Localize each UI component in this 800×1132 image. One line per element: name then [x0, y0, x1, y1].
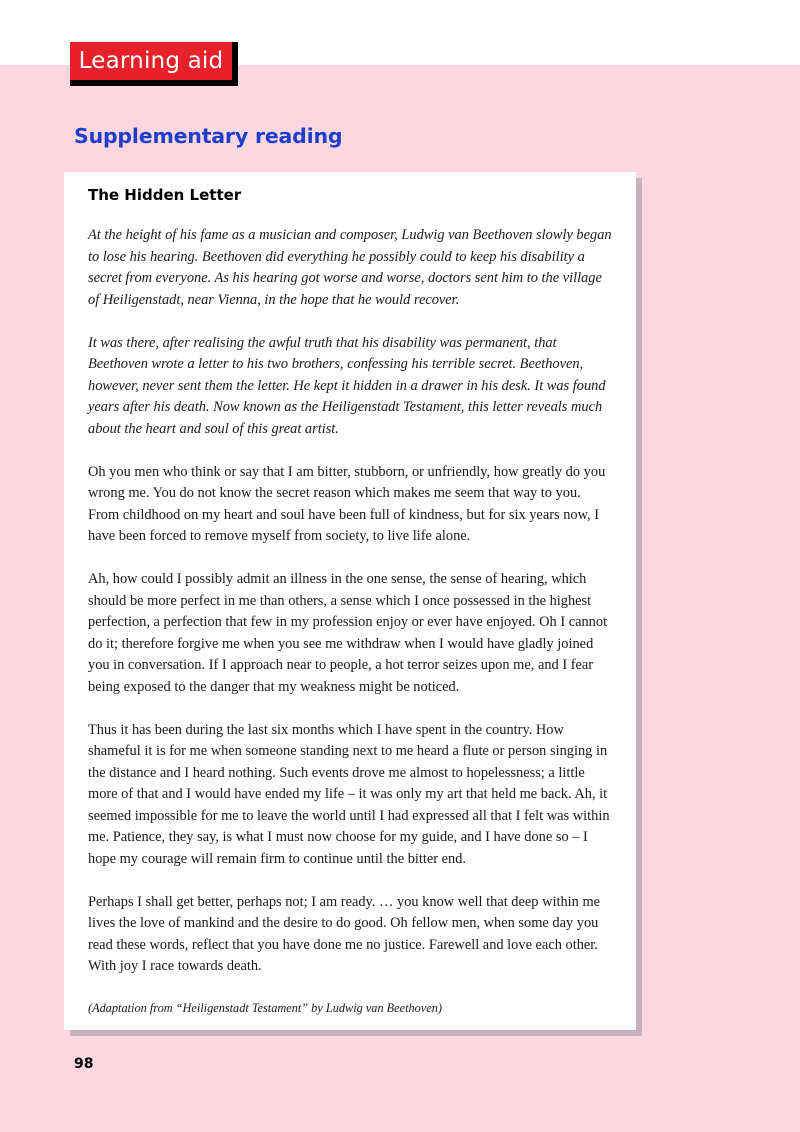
- section-title: Supplementary reading: [74, 124, 343, 148]
- reading-card: [64, 172, 636, 1030]
- learning-aid-tag: [70, 42, 238, 86]
- source-citation: (Adaptation from “Heiligenstadt Testament” by Ludwig van Beethoven): [88, 1001, 442, 1015]
- letter-paragraph: Oh you men who think or say that I am bitter, stubborn, or unfriendly, how greatly do you wrong me. You do not know the secret reason which makes me seem that way to you. From childhood on my heart and soul have been full of kindness, but for six years now, I have been forced to remove myself from society, to live life alone.: [88, 463, 606, 544]
- letter-paragraph: Perhaps I shall get better, perhaps not; I am ready. … you know well that deep within me lives the love of mankind and the desire to do good. Oh fellow men, when some day you read these words, reflect that you have done me no justice. Farewell and love each other. With joy I race towards death.: [88, 893, 601, 974]
- letter-paragraph: Thus it has been during the last six months which I have spent in the country. How shameful it is for me when someone standing next to me heard a flute or person singing in the distance and I heard nothing. Such events drove me almost to hopelessness; a little more of that and I would have ended my life – it was only my art that held me back. Ah, it seemed impossible for me to leave the world until I had expressed all that I felt was within me. Patience, they say, is what I must now choose for my guide, and I have done so – I hope my courage will remain firm to continue until the bitter end.: [88, 721, 610, 867]
- card-title: The Hidden Letter: [88, 186, 242, 204]
- learning-aid-label: Learning aid: [70, 42, 232, 80]
- intro-paragraph: At the height of his fame as a musician and composer, Ludwig van Beethoven slowly began to lose his hearing. Beethoven did everything he possibly could to keep his disability a secret from everyone. As his hearing got worse and worse, doctors sent him to the village of Heiligenstadt, near Vienna, in the hope that he would recover.: [88, 227, 612, 308]
- letter-paragraph: Ah, how could I possibly admit an illness in the one sense, the sense of hearing, which should be more perfect in me than others, a sense which I once possessed in the highest perfection, a perfection that few in my profession enjoy or ever have enjoyed. Oh I cannot do it; therefore forgive me when you see me withdraw when I would have gladly joined you in conversation. If I approach near to people, a hot terror seizes upon me, and I fear being exposed to the danger that my weakness might be noticed.: [88, 571, 608, 695]
- page-number: 98: [74, 1056, 94, 1072]
- intro-paragraph: It was there, after realising the awful truth that his disability was permanent, that Beethoven wrote a letter to his two brothers, confessing his terrible secret. Beethoven, however, never sent them the letter. He kept it hidden in a drawer in his desk. It was found years after his death. Now known as the Heiligenstadt Testament, this letter reveals much about the heart and soul of this great artist.: [88, 334, 606, 437]
